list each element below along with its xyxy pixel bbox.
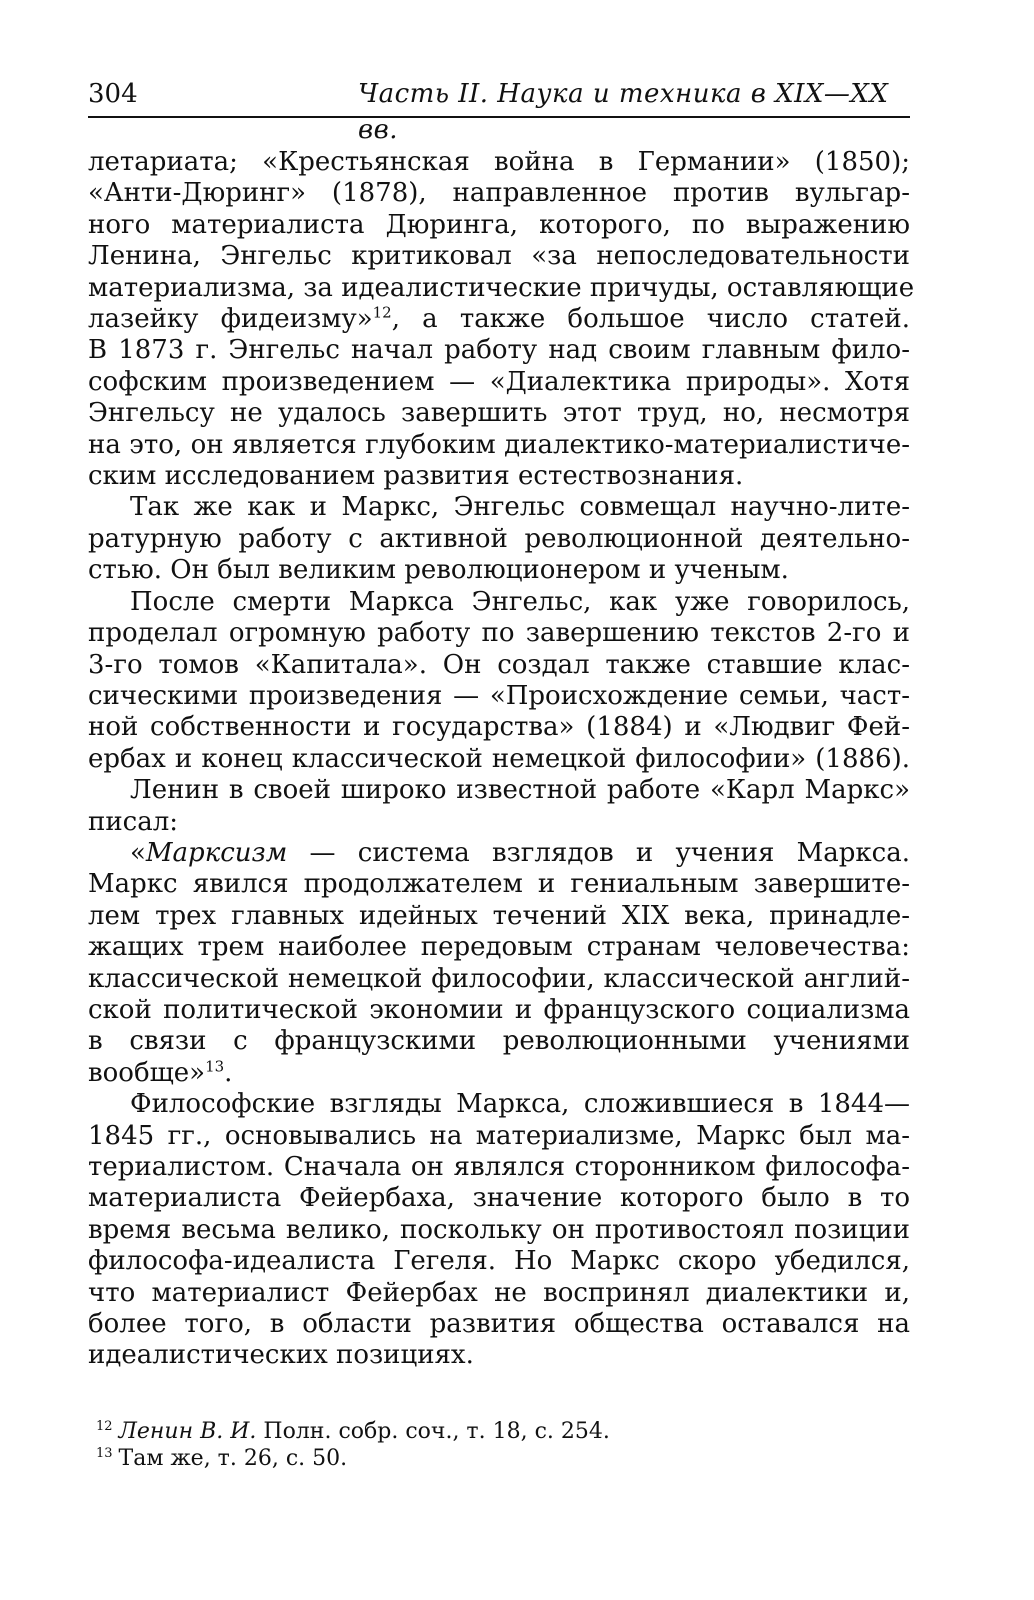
text-line: 1845 гг., основывались на материализме, Маркс был ма-	[88, 1120, 910, 1151]
text-line: В 1873 г. Энгельс начал работу над своим главным фило-	[88, 335, 910, 366]
footnote	[96, 1418, 896, 1445]
running-head	[88, 76, 910, 145]
text-line: Маркс явился продолжателем и гениальным завершите-	[88, 869, 910, 900]
text-line: териалистом. Сначала он являлся сторонником философа-	[88, 1152, 910, 1182]
text-fragment: .	[224, 1057, 233, 1088]
book-page	[88, 0, 915, 1600]
text-line: Энгельсу не удалось завершить этот труд, но, несмотря	[88, 398, 910, 429]
text-line: сическими произведения — «Происхождение семьи, част-	[88, 680, 910, 711]
text-line: материализма, за идеалистические причуды, оставляющие	[88, 272, 915, 303]
footnote-number: 13	[96, 1445, 113, 1461]
text-line	[88, 838, 910, 869]
text-line: идеалистических позициях.	[88, 1340, 474, 1371]
footnote-ref: 13	[205, 1057, 225, 1076]
text-line	[88, 304, 910, 335]
text-line: в связи с французскими революционными учениями	[88, 1026, 910, 1057]
text-line: 3-го томов «Капитала». Он создал также ставшие клас-	[88, 649, 910, 680]
section-title: Часть II. Наука и техника в XIX—XX вв.	[358, 79, 889, 145]
text-line: «Анти-Дюринг» (1878), направленное против вульгар-	[88, 178, 910, 209]
text-fragment: вообще»	[88, 1057, 206, 1088]
text-line: на это, он является глубоким диалектико-материалистиче-	[88, 429, 910, 460]
text-fragment: лазейку фидеизму»	[88, 304, 373, 335]
footnote-text: Полн. собр. соч., т. 18, с. 254.	[256, 1419, 610, 1444]
text-line: Ленин в своей широко известной работе «Карл Маркс»	[130, 775, 910, 806]
text-line: софским произведением — «Диалектика природы». Хотя	[88, 366, 910, 397]
text-line: философа-идеалиста Гегеля. Но Маркс скоро убедился,	[88, 1246, 910, 1277]
text-line: Философские взгляды Маркса, сложившиеся в 1844—	[130, 1089, 910, 1120]
footnote-author: Ленин В. И.	[118, 1419, 257, 1444]
text-line: ной собственности и государства» (1884) и «Людвиг Фей-	[88, 712, 910, 743]
text-line: Так же как и Маркс, Энгельс совмещал научно-лите-	[130, 492, 910, 523]
text-line: ербах и конец классической немецкой философии» (1886).	[88, 743, 910, 774]
text-line: летариата; «Крестьянская война в Германии» (1850);	[88, 147, 910, 177]
footnote-text: Там же, т. 26, с. 50.	[118, 1446, 348, 1471]
text-line: классической немецкой философии, классической англий-	[88, 963, 910, 994]
text-line: ским исследованием развития естествознания.	[88, 461, 744, 492]
text-line: писал:	[88, 806, 178, 837]
text-line	[88, 1058, 910, 1089]
body-text	[88, 147, 915, 1372]
footnotes	[96, 1418, 896, 1472]
emphasized-term: Марксизм	[145, 837, 288, 868]
page-number: 304	[88, 79, 138, 109]
text-line: жащих трем наиболее передовым странам человечества:	[88, 932, 910, 963]
quote-mark: «	[130, 837, 146, 868]
footnote	[96, 1445, 896, 1472]
footnote-ref: 12	[372, 303, 392, 322]
text-line: время весьма велико, поскольку он противостоял позиции	[88, 1214, 910, 1245]
text-fragment: , а также большое число статей.	[391, 304, 910, 335]
text-line: материалиста Фейербаха, значение которого было в то	[88, 1183, 910, 1214]
text-line: ратурную работу с активной революционной деятельно-	[88, 523, 910, 554]
text-line: что материалист Фейербах не воспринял диалектики и,	[88, 1277, 910, 1308]
text-line: стью. Он был великим революционером и ученым.	[88, 555, 789, 586]
text-line: После смерти Маркса Энгельс, как уже говорилось,	[130, 586, 910, 617]
text-line: проделал огромную работу по завершению текстов 2-го и	[88, 618, 910, 649]
footnote-number: 12	[96, 1418, 113, 1434]
text-line: Ленина, Энгельс критиковал «за непоследовательности	[88, 241, 910, 272]
text-line: лем трех главных идейных течений XIX века, принадле-	[88, 900, 910, 931]
text-fragment: — система взглядов и учения Маркса.	[287, 837, 910, 868]
text-line: ской политической экономии и французского социализма	[88, 994, 910, 1025]
text-line: ного материалиста Дюринга, которого, по выражению	[88, 209, 910, 240]
text-line: более того, в области развития общества оставался на	[88, 1309, 910, 1340]
